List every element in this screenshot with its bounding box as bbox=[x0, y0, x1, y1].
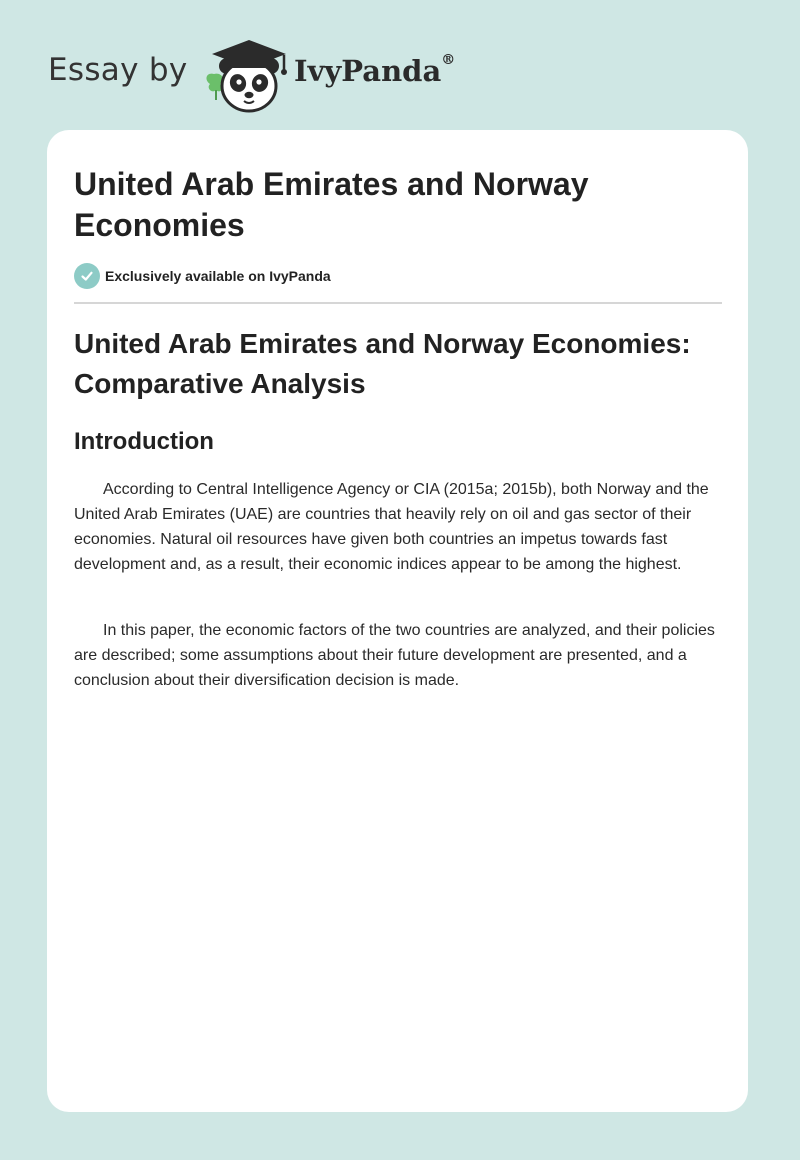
paragraph: According to Central Intelligence Agency or CIA (2015a; 2015b), both Norway and the United Arab Emirates (UAE) are countries that heavily rely on oil and gas sector of their economies. Natural oil resources have given both countries an impetus towards fast development and, as a result, their economic indices appear to be among the highest. bbox=[74, 481, 709, 573]
brand-name-text: IvyPanda bbox=[294, 54, 442, 88]
badge-label: Exclusively available on IvyPanda bbox=[105, 268, 331, 284]
check-icon bbox=[74, 263, 100, 289]
exclusive-badge bbox=[74, 263, 331, 289]
registered-mark: ® bbox=[441, 52, 456, 68]
site-header bbox=[48, 34, 508, 114]
essay-by-label: Essay by bbox=[48, 52, 188, 88]
essay-subtitle: United Arab Emirates and Norway Economies: Comparative Analysis bbox=[74, 328, 691, 399]
section-heading-introduction: Introduction bbox=[74, 428, 214, 455]
panda-logo-icon bbox=[200, 34, 294, 114]
page-title: United Arab Emirates and Norway Economies bbox=[74, 166, 589, 243]
divider bbox=[74, 302, 722, 304]
brand-name bbox=[294, 54, 455, 88]
essay-card bbox=[47, 130, 748, 1112]
paragraph: In this paper, the economic factors of the two countries are analyzed, and their policies are described; some assumptions about their future development are presented, and a conclusion about their diversification decision is made. bbox=[74, 622, 715, 689]
